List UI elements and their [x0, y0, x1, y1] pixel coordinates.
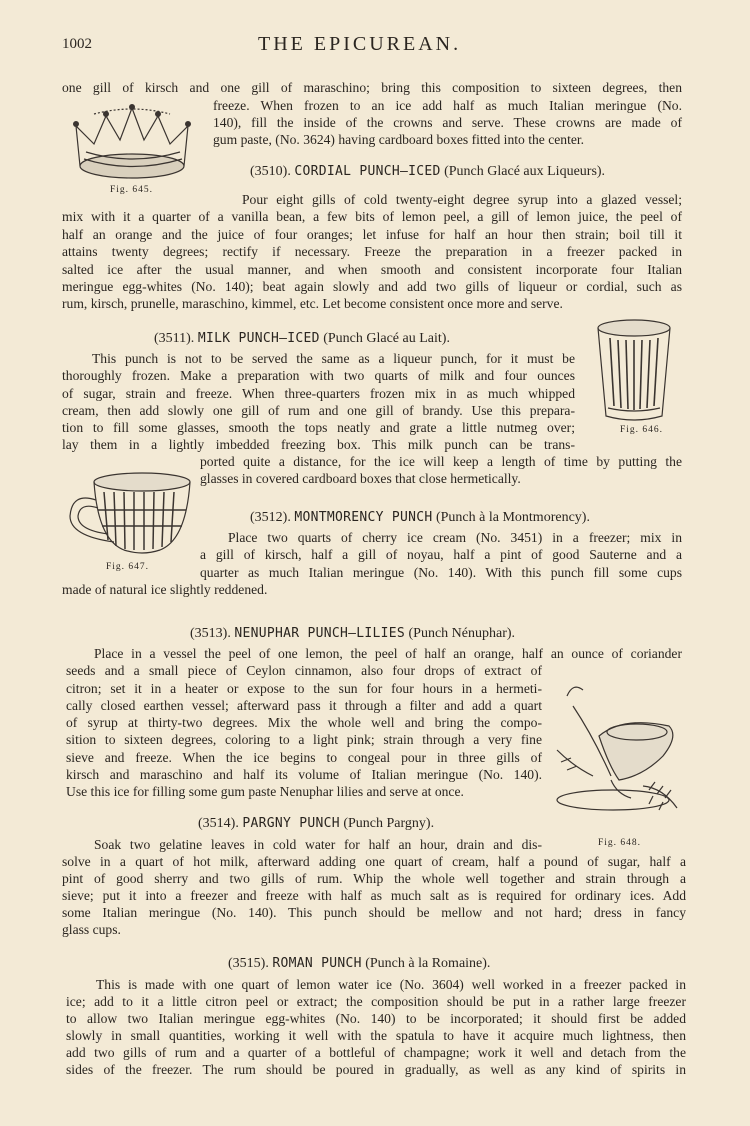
- s3514-line-6: glass cups.: [62, 922, 121, 937]
- heading-3514: (3514). PARGNY PUNCH (Punch Pargny).: [198, 816, 435, 831]
- s3515-line-4: slowly in small quantities, working it well with the spatula to have it acquire much lightness, then: [66, 1028, 686, 1043]
- s3512-line-1: Place two quarts of cherry ice cream (No. 3451) in a freezer; mix in: [228, 530, 682, 545]
- intro-line-4: gum paste, (No. 3624) having cardboard boxes fitted into the center.: [213, 132, 585, 147]
- fig-648-caption: Fig. 648.: [598, 838, 642, 848]
- s3515-line-1: This is made with one quart of lemon water ice (No. 3604) well worked in a freezer packed in: [96, 977, 686, 992]
- intro-line-1: one gill of kirsch and one gill of maraschino; bring this composition to sixteen degrees, then: [62, 80, 682, 95]
- s3511-line-1: This punch is not to be served the same as a liqueur punch, for it must be: [92, 351, 575, 366]
- s3512-line-4: made of natural ice slightly reddened.: [62, 582, 268, 597]
- s3511-line-7: ported quite a distance, for the ice will keep a length of time by putting the: [200, 454, 682, 469]
- s3511-line-4: cream, then add slowly one gill of rum and one gill of brandy. Use this prepara-: [62, 403, 575, 418]
- s3513-line-8: kirsch and maraschino and half its volume of Italian meringue (No. 140).: [66, 767, 542, 782]
- s3514-line-2: solve in a quart of hot milk, afterward adding one quart of cream, half a pound of sugar, half a: [62, 854, 686, 869]
- s3514-line-4: sieve; put it into a freezer and freeze with half as much salt as is required for ordinary ices. Add: [62, 888, 686, 903]
- s3513-line-3: citron; set it in a heater or expose to the sun for four hours in a hermeti-: [66, 681, 542, 696]
- fig-646-caption: Fig. 646.: [620, 425, 664, 435]
- s3515-line-6: sides of the freezer. The rum should be poured in gradually, as well as any kind of spirits in: [66, 1062, 686, 1077]
- s3510-line-1: Pour eight gills of cold twenty-eight degree syrup into a glazed vessel;: [242, 192, 682, 207]
- intro-line-2: freeze. When frozen to an ice add half as much Italian meringue (No.: [213, 98, 682, 113]
- s3512-line-2: a gill of kirsch, half a gill of noyau, half a pint of good Sauterne and a: [200, 547, 682, 562]
- s3510-line-3: half an orange and the juice of four oranges; let infuse for half an hour then strain; boil till it: [62, 227, 682, 242]
- s3512-line-3: quarter as much Italian meringue (No. 140). With this punch fill some cups: [200, 565, 682, 580]
- s3515-line-2: ice; add to it a little citron peel or extract; the composition should be put in a rather large freezer: [66, 994, 686, 1009]
- s3513-line-4: cally closed earthen vessel; afterward pass it through a filter and add a quart: [66, 698, 542, 713]
- heading-3511: (3511). MILK PUNCH—ICED (Punch Glacé au Lait).: [154, 331, 450, 346]
- s3513-line-7: sieve and freeze. When the ice begins to congeal pour in three gills of: [66, 750, 542, 765]
- s3513-line-2: seeds and a small piece of Ceylon cinnamon, also four drops of extract of: [66, 663, 542, 678]
- heading-3515: (3515). ROMAN PUNCH (Punch à la Romaine).: [228, 956, 491, 971]
- s3515-line-5: add two gills of rum and a quarter of a bottleful of champagne; work it well and detach from the: [66, 1045, 686, 1060]
- s3511-line-5: tion to fill some glasses, smooth the tops neatly and grate a little nutmeg over;: [62, 420, 575, 435]
- s3514-line-1: Soak two gelatine leaves in cold water for half an hour, drain and dis-: [94, 837, 542, 852]
- s3510-line-6: meringue egg-whites (No. 140); beat again slowly and add two gills of liqueur or cordial, such as: [62, 279, 682, 294]
- crown-illustration: [64, 104, 204, 184]
- page-number: 1002: [62, 36, 92, 52]
- s3510-line-5: salted ice after the usual manner, and when smooth and consistent incorporate four Italian: [62, 262, 682, 277]
- heading-3512: (3512). MONTMORENCY PUNCH (Punch à la Montmorency).: [250, 510, 590, 525]
- s3510-line-7: rum, kirsch, prunelle, maraschino, kimmel, etc. Let become consistent once more and serve.: [62, 296, 563, 311]
- s3513-line-6: sition to sixteen degrees, coloring to a light pink; strain through a very fine: [66, 732, 542, 747]
- s3510-line-4: attains twenty degrees; rectify if necessary. Freeze the preparation in a freezer packed in: [62, 244, 682, 259]
- nenuphar-lily-illustration: [553, 676, 685, 816]
- s3511-line-2: thoroughly frozen. Make a preparation with two quarts of milk and four ounces: [62, 368, 575, 383]
- fig-647-caption: Fig. 647.: [106, 562, 150, 572]
- intro-line-3: 140), fill the inside of the crowns and serve. These crowns are made of: [213, 115, 682, 130]
- s3514-line-3: pint of good sherry and two gills of rum. Whip the whole well together and strain through a: [62, 871, 686, 886]
- basket-cup-illustration: [64, 470, 194, 560]
- running-title: THE EPICUREAN.: [258, 33, 462, 55]
- s3511-line-8: glasses in covered cardboard boxes that close hermetically.: [200, 471, 521, 486]
- heading-3513: (3513). NENUPHAR PUNCH—LILIES (Punch Nénuphar).: [190, 626, 516, 641]
- s3513-line-1: Place in a vessel the peel of one lemon, the peel of half an orange, half an ounce of coriander: [94, 646, 682, 661]
- s3515-line-3: to allow two Italian meringue egg-whites (No. 140) to be incorporated; it should first be added: [66, 1011, 686, 1026]
- s3513-line-9: Use this ice for filling some gum paste Nenuphar lilies and serve at once.: [66, 784, 464, 799]
- s3514-line-5: some Italian meringue (No. 140). This punch should be mellow and not hard; dress in fancy: [62, 905, 686, 920]
- s3511-line-3: of sugar, strain and freeze. When three-quarters frozen mix in as much whipped: [62, 386, 575, 401]
- s3511-line-6: lay them in a lightly imbedded freezing box. This milk punch can be trans-: [62, 437, 575, 452]
- s3510-line-2: mix with it a quarter of a vanilla bean, a few bits of lemon peel, a gill of lemon juice, the peel of: [62, 209, 682, 224]
- tumbler-glass-illustration: [594, 318, 674, 424]
- fig-645-caption: Fig. 645.: [110, 185, 154, 195]
- s3513-line-5: of syrup at thirty-two degrees. Mix the whole well and bring the compo-: [66, 715, 542, 730]
- heading-3510: (3510). CORDIAL PUNCH—ICED (Punch Glacé aux Liqueurs).: [250, 164, 606, 179]
